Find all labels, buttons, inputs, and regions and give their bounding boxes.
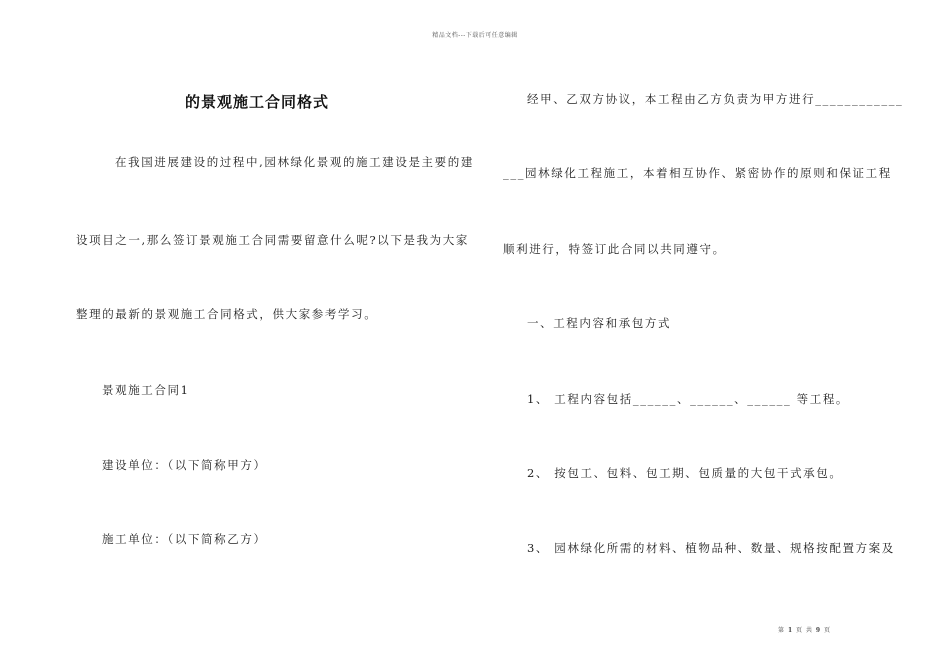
footer-middle: 页 共: [796, 627, 813, 634]
footer-suffix: 页: [824, 627, 832, 634]
footer-prefix: 第: [778, 627, 786, 634]
party-b-line: 施工单位：（以下简称乙方）: [102, 532, 267, 546]
party-a-line: 建设单位：（以下简称甲方）: [102, 458, 267, 472]
total-page-number: 9: [815, 627, 822, 634]
section-heading: 一、工程内容和承包方式: [527, 316, 672, 330]
paragraph-line: ___园林绿化工程施工，本着相互协作、紧密协作的原则和保证工程: [503, 166, 892, 180]
paragraph-line: 设项目之一,那么签订景观施工合同需要留意什么呢?以下是我为大家: [76, 233, 469, 247]
contract-heading: 景观施工合同1: [102, 383, 190, 397]
clause-3: 3、 园林绿化所需的材料、植物品种、数量、规格按配置方案及: [527, 541, 895, 555]
paragraph-line: 整理的最新的景观施工合同格式，供大家参考学习。: [76, 307, 378, 321]
paragraph-line: 经甲、乙双方协议，本工程由乙方负责为甲方进行____________: [527, 92, 904, 106]
current-page-number: 1: [787, 627, 794, 634]
paragraph-line: 在我国进展建设的过程中,园林绿化景观的施工建设是主要的建: [115, 155, 474, 169]
clause-1: 1、 工程内容包括______、______、______ 等工程。: [527, 392, 850, 406]
clause-2: 2、 按包工、包料、包工期、包质量的大包干式承包。: [527, 466, 843, 480]
page-header-note: 精品文档---下载后可任意编辑: [432, 32, 518, 39]
paragraph-line: 顺利进行，特签订此合同以共同遵守。: [503, 242, 726, 256]
document-title: 的景观施工合同格式: [185, 93, 330, 111]
page-footer: [778, 625, 831, 634]
